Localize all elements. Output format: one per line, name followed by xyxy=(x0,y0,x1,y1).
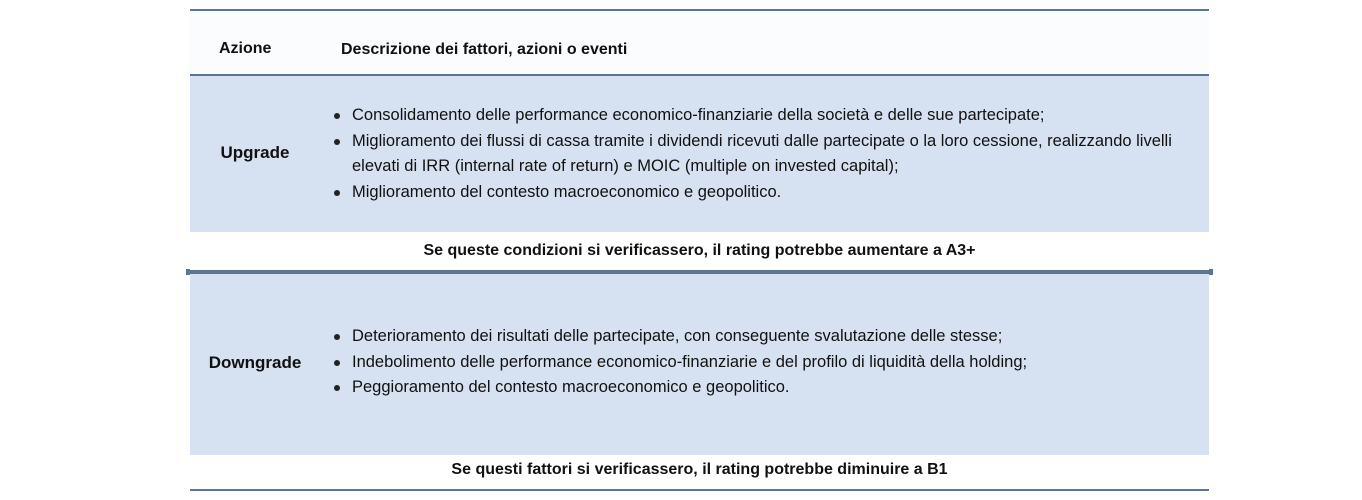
table-bottom-rule xyxy=(190,489,1209,491)
upgrade-factor-text: Miglioramento dei flussi di cassa tramite i dividendi ricevuti dalle partecipate o la loro cessione, realizzando livelli elevati di IRR (internal rate of return) e MOIC (multiple on invested capital); xyxy=(352,131,1172,175)
bullet-icon xyxy=(334,190,340,196)
downgrade-action-label: Downgrade xyxy=(208,353,302,372)
downgrade-factor-text: Indebolimento delle performance economico-finanziarie e del profilo di liquidità della holding; xyxy=(352,352,1028,371)
upgrade-action-label: Upgrade xyxy=(220,143,290,162)
bullet-icon xyxy=(334,360,340,366)
upgrade-factor-text: Consolidamento delle performance economico-finanziarie della società e delle sue partecipate; xyxy=(352,106,1045,124)
table-header xyxy=(190,11,1209,74)
downgrade-factor-text: Deterioramento dei risultati delle partecipate, con conseguente svalutazione delle stesse; xyxy=(352,327,1003,345)
bullet-icon xyxy=(334,113,340,119)
downgrade-outcome: Se questi fattori si verificassero, il rating potrebbe diminuire a B1 xyxy=(190,455,1209,489)
rating-scenarios-table xyxy=(190,9,1209,491)
upgrade-factor-text: Miglioramento del contesto macroeconomico e geopolitico. xyxy=(352,182,782,201)
header-description-label: Descrizione dei fattori, azioni o eventi xyxy=(341,41,628,58)
list-item xyxy=(332,350,1202,376)
list-item xyxy=(332,129,1202,180)
bullet-icon xyxy=(334,334,340,340)
list-item xyxy=(332,324,1202,350)
header-action-label: Azione xyxy=(219,40,272,57)
upgrade-block xyxy=(190,76,1209,232)
downgrade-factors-list xyxy=(332,324,1202,401)
list-item xyxy=(332,180,1202,206)
downgrade-factor-text: Peggioramento del contesto macroeconomico e geopolitico. xyxy=(352,378,790,396)
list-item xyxy=(332,103,1202,129)
divider-right-cap xyxy=(1209,269,1213,275)
upgrade-factors-list xyxy=(332,103,1202,205)
upgrade-outcome: Se queste condizioni si verificassero, il rating potrebbe aumentare a A3+ xyxy=(190,232,1209,270)
bullet-icon xyxy=(334,385,340,391)
bullet-icon xyxy=(334,139,340,145)
list-item xyxy=(332,375,1202,401)
downgrade-block xyxy=(190,274,1209,455)
